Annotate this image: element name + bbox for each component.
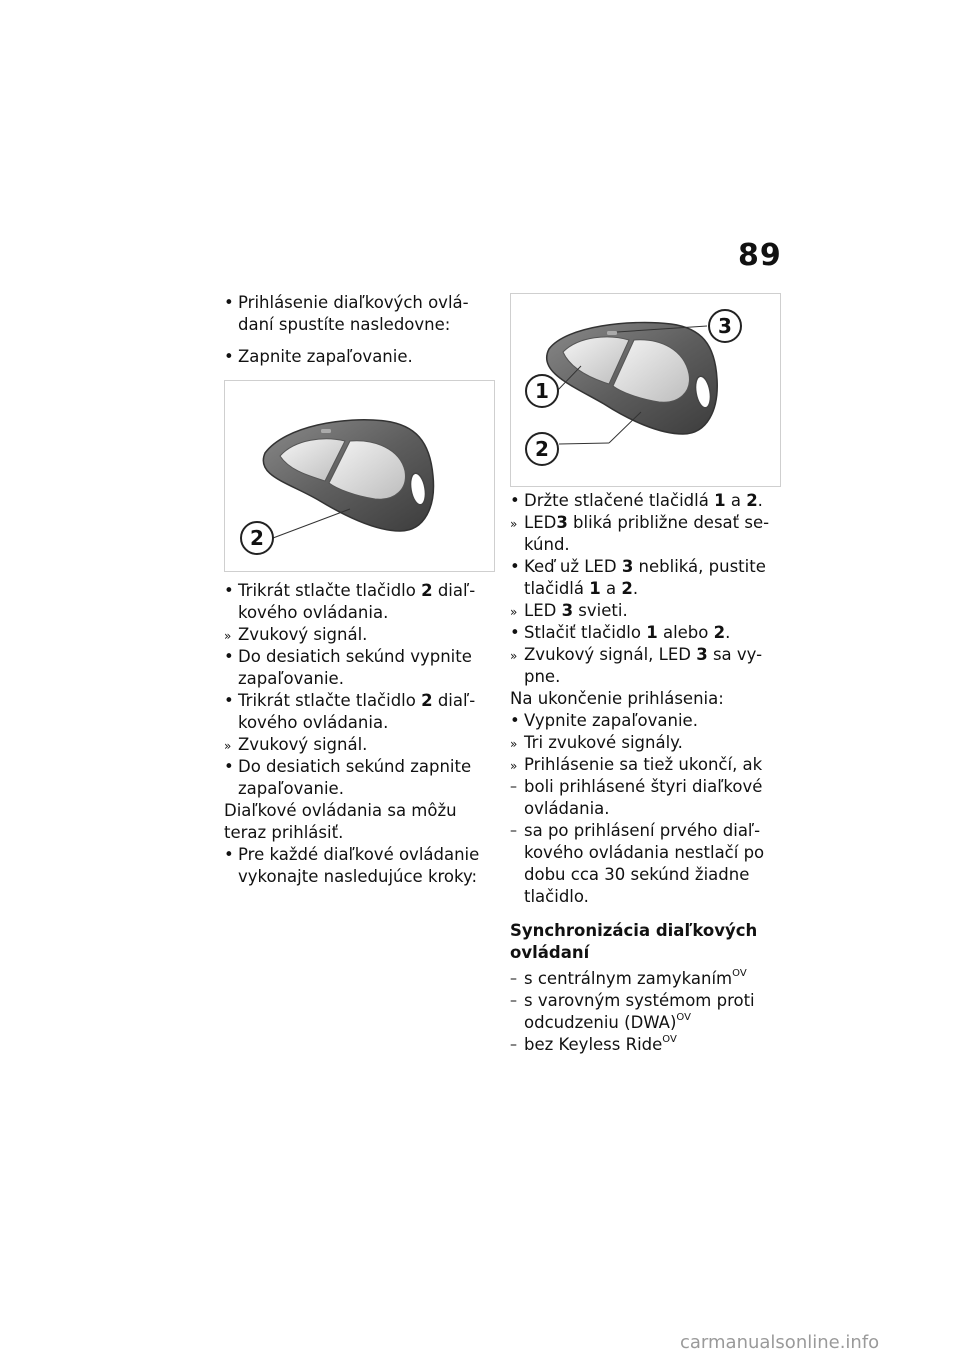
bullet-icon: • [510,557,520,576]
list-item: • Trikrát stlačte tlačidlo 2 diaľ- kového ovládania. [224,581,476,622]
list-item: • Prihlásenie diaľkových ovlá- daní spustíte nasledovne: [224,293,469,334]
bullet-icon: • [510,491,520,510]
dash-icon: – [510,971,517,987]
list-item: – s centrálnym zamykaním$^{OV}$ [510,967,747,988]
left-steps-list [224,580,494,800]
result-arrow-icon: » [510,605,518,619]
key-fob-figure-left [224,380,495,572]
bullet-icon: • [224,757,234,776]
list-item: • Pre každé diaľkové ovládanie vykonajte nasledujúce kroky: [224,845,480,886]
list-item: » Zvukový signál, LED 3 sa vy- pne. [510,645,763,686]
callout-label: 2 [250,526,264,550]
result-arrow-icon: » [510,649,518,663]
paragraph: Diaľkové ovládania sa môžu teraz prihlásiť. [224,801,457,842]
led-indicator [607,331,617,335]
result-arrow-icon: » [510,517,518,531]
list-item: » Zvukový signál. [224,624,494,646]
footer-watermark: carmanualsonline.info [680,1332,880,1353]
list-item: – bez Keyless Ride$^{OV}$ [510,1033,677,1054]
dash-icon: – [510,779,517,795]
list-item: » LED 3 svieti. [510,600,780,622]
callout-label: 3 [718,314,732,338]
list-item: » Zvukový signál. [224,734,494,756]
key-fob-figure-right [510,293,781,487]
list-item: • Keď už LED 3 nebliká, pustite tlačidlá 1 a 2. [510,557,766,598]
list-item: • Stlačiť tlačidlo 1 alebo 2. [510,623,731,642]
list-item: • Trikrát stlačte tlačidlo 2 diaľ- kového ovládania. [224,691,476,732]
list-item: » Prihlásenie sa tiež ukončí, ak [510,754,780,776]
bullet-icon: • [224,293,234,312]
dash-icon: – [510,993,517,1009]
list-item: – s varovným systémom proti odcudzeniu (DWA)$^{OV}$ [510,991,755,1032]
section-heading: Synchronizácia diaľkových ovládaní [510,921,758,962]
right-end-steps-list [510,710,780,908]
page-number: 89 [738,238,782,273]
callout-label: 2 [535,437,549,461]
led-indicator [321,429,331,433]
result-arrow-icon: » [510,737,518,751]
list-item: – sa po prihlásení prvého diaľ- kového ovládania nestlačí po dobu cca 30 sekúnd žiadne tlačidlo. [510,821,765,906]
bullet-icon: • [510,711,520,730]
list-item: • Do desiatich sekúnd zapnite zapaľovanie. [224,757,472,798]
key-fob-illustration [511,294,780,486]
feature-list [510,968,780,1056]
right-steps-list [510,490,780,688]
list-item: • Držte stlačené tlačidlá 1 a 2. [510,491,763,510]
bullet-icon: • [510,623,520,642]
key-fob-illustration [225,381,494,571]
left-column [224,292,494,888]
callout-label: 1 [535,379,549,403]
callout-line [273,509,350,538]
result-arrow-icon: » [224,629,232,643]
list-item: • Do desiatich sekúnd vypnite zapaľovanie. [224,647,472,688]
callout-line [559,443,609,444]
bullet-icon: • [224,647,234,666]
dash-icon: – [510,823,517,839]
result-arrow-icon: » [510,759,518,773]
list-item: – boli prihlásené štyri diaľkové ovládania. [510,777,763,818]
bullet-icon: • [224,581,234,600]
bullet-icon: • [224,347,234,366]
right-column [510,490,780,1056]
list-item: » LED3 bliká približne desať se- kúnd. [510,513,770,554]
paragraph: Na ukončenie prihlásenia: [510,689,724,708]
bullet-icon: • [224,691,234,710]
result-arrow-icon: » [224,739,232,753]
list-item: • Zapnite zapaľovanie. [224,347,413,366]
bullet-icon: • [224,845,234,864]
dash-icon: – [510,1037,517,1053]
list-item: » Tri zvukové signály. [510,732,780,754]
list-item: • Vypnite zapaľovanie. [510,711,698,730]
